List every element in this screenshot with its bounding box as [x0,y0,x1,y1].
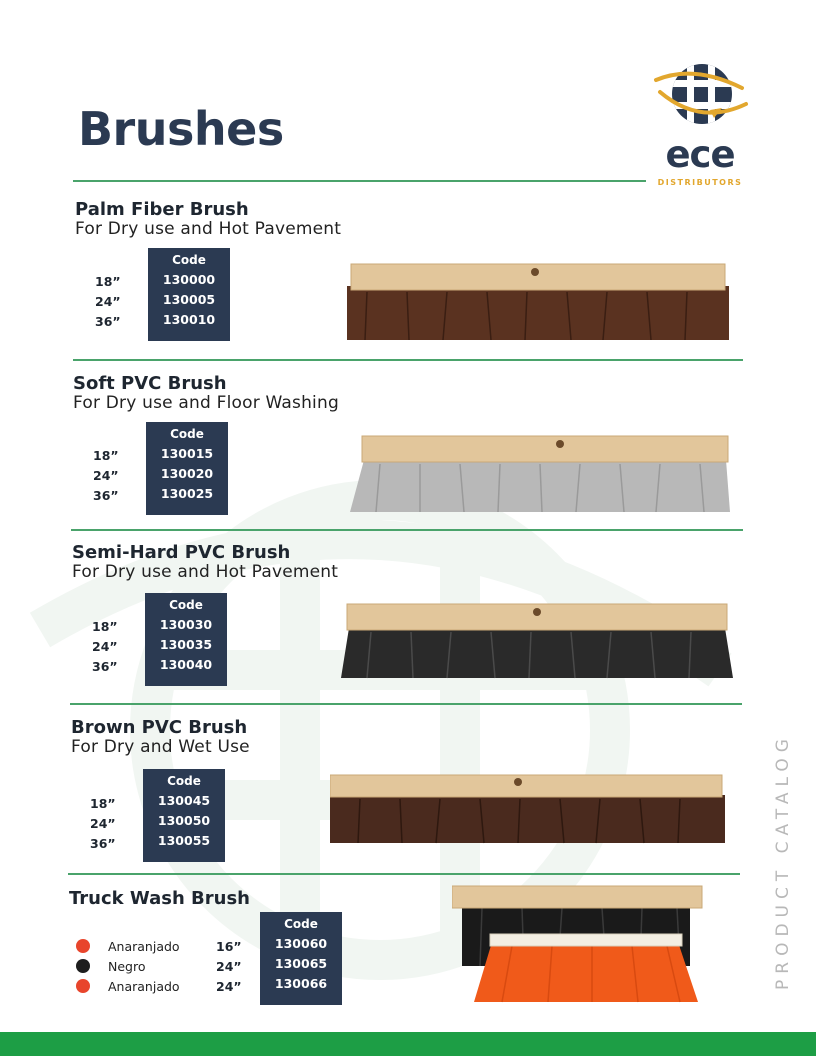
variant-row [76,976,242,996]
product-code: 130055 [157,833,211,848]
size-value: 24” [93,468,119,483]
product-code: 130010 [162,312,216,327]
size-value: 18” [95,274,121,289]
product-code: 130030 [159,617,213,632]
code-table [146,422,228,515]
variant-row [76,936,242,956]
globe-icon [650,58,750,138]
code-table [143,769,225,862]
code-header: Code [167,774,201,788]
product-code: 130060 [274,936,328,951]
variant-size: 16” [216,938,242,954]
variant-row [76,956,242,976]
product-name: Soft PVC Brush [73,373,227,394]
product-subtitle: For Dry use and Floor Washing [73,393,339,413]
orange-color-dot [76,939,90,953]
code-header: Code [284,917,318,931]
title-divider [73,180,646,182]
product-code: 130015 [160,446,214,461]
size-value: 36” [92,659,118,674]
size-value: 18” [93,448,119,463]
logo-wordmark: ece [665,133,735,176]
brown-pvc-brush-image [330,773,725,845]
product-code: 130066 [274,976,328,991]
product-name: Palm Fiber Brush [75,199,249,220]
section-divider [68,873,740,875]
product-subtitle: For Dry use and Hot Pavement [75,219,342,239]
product-code: 130025 [160,486,214,501]
code-header: Code [169,598,203,612]
size-value: 36” [90,836,116,851]
variant-color-name: Negro [108,958,146,974]
product-code: 130035 [159,637,213,652]
product-code: 130040 [159,657,213,672]
product-subtitle: For Dry and Wet Use [71,737,250,757]
side-catalog-label: PRODUCT CATALOG [773,733,793,990]
size-list [93,446,133,506]
variant-size: 24” [216,958,242,974]
semi-hard-pvc-brush-image [341,602,733,682]
orange-color-dot [76,979,90,993]
size-value: 18” [92,619,118,634]
footer-bar [0,1032,816,1056]
product-name: Truck Wash Brush [69,888,250,909]
color-variant-list [76,936,242,996]
size-list [92,617,132,677]
code-table [148,248,230,341]
size-value: 36” [95,314,121,329]
black-color-dot [76,959,90,973]
size-value: 36” [93,488,119,503]
product-code: 130050 [157,813,211,828]
code-table [260,912,342,1005]
code-header: Code [172,253,206,267]
section-divider [73,359,743,361]
size-value: 24” [95,294,121,309]
product-code: 130000 [162,272,216,287]
size-list [90,794,130,854]
soft-pvc-brush-image [350,434,730,514]
product-code: 130045 [157,793,211,808]
size-value: 24” [90,816,116,831]
code-table [145,593,227,686]
section-divider [71,529,743,531]
product-name: Brown PVC Brush [71,717,248,738]
product-code: 130020 [160,466,214,481]
truck-wash-brush-image [452,884,712,1006]
size-value: 18” [90,796,116,811]
variant-color-name: Anaranjado [108,978,180,994]
palm-fiber-brush-image [347,262,729,342]
logo-tagline: DISTRIBUTORS [657,178,743,187]
code-header: Code [170,427,204,441]
size-value: 24” [92,639,118,654]
section-divider [70,703,742,705]
product-code: 130065 [274,956,328,971]
product-code: 130005 [162,292,216,307]
company-logo [650,58,750,190]
product-subtitle: For Dry use and Hot Pavement [72,562,339,582]
product-name: Semi-Hard PVC Brush [72,542,291,563]
page-title: Brushes [78,102,284,156]
size-list [95,272,135,332]
variant-size: 24” [216,978,242,994]
variant-color-name: Anaranjado [108,938,180,954]
